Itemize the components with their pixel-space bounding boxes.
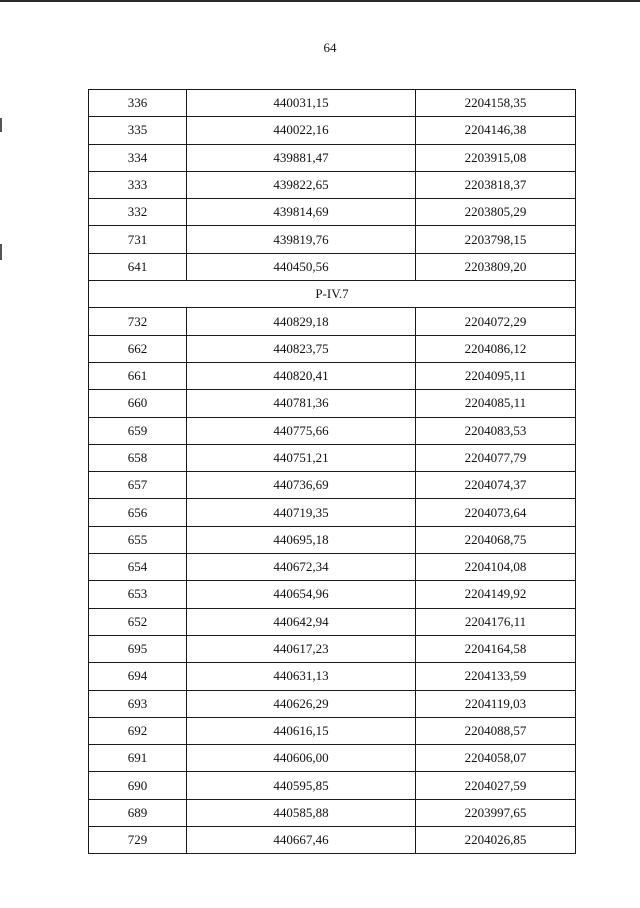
x-coordinate-cell: 440654,96 xyxy=(187,581,416,608)
x-coordinate-cell: 440820,41 xyxy=(187,362,416,389)
coordinates-table xyxy=(88,89,576,854)
y-coordinate-cell: 2204095,11 xyxy=(416,362,576,389)
x-coordinate-cell: 440781,36 xyxy=(187,390,416,417)
point-number-cell: 661 xyxy=(89,362,187,389)
point-number-cell: 333 xyxy=(89,171,187,198)
margin-mark xyxy=(0,244,2,260)
y-coordinate-cell: 2203809,20 xyxy=(416,253,576,280)
table-row xyxy=(89,663,576,690)
y-coordinate-cell: 2204164,58 xyxy=(416,635,576,662)
y-coordinate-cell: 2204085,11 xyxy=(416,390,576,417)
y-coordinate-cell: 2204027,59 xyxy=(416,772,576,799)
table-row xyxy=(89,472,576,499)
point-number-cell: 693 xyxy=(89,690,187,717)
point-number-cell: 691 xyxy=(89,745,187,772)
table-row xyxy=(89,253,576,280)
section-header-row xyxy=(89,281,576,308)
table-row xyxy=(89,690,576,717)
point-number-cell: 332 xyxy=(89,199,187,226)
x-coordinate-cell: 440775,66 xyxy=(187,417,416,444)
table-row xyxy=(89,362,576,389)
x-coordinate-cell: 440672,34 xyxy=(187,554,416,581)
table-row xyxy=(89,117,576,144)
table-row xyxy=(89,390,576,417)
y-coordinate-cell: 2204133,59 xyxy=(416,663,576,690)
x-coordinate-cell: 440031,15 xyxy=(187,90,416,117)
x-coordinate-cell: 440631,13 xyxy=(187,663,416,690)
table-row xyxy=(89,199,576,226)
y-coordinate-cell: 2204058,07 xyxy=(416,745,576,772)
x-coordinate-cell: 440823,75 xyxy=(187,335,416,362)
x-coordinate-cell: 440585,88 xyxy=(187,799,416,826)
point-number-cell: 658 xyxy=(89,444,187,471)
y-coordinate-cell: 2203818,37 xyxy=(416,171,576,198)
x-coordinate-cell: 440606,00 xyxy=(187,745,416,772)
table-row xyxy=(89,308,576,335)
table-row xyxy=(89,171,576,198)
x-coordinate-cell: 440667,46 xyxy=(187,827,416,854)
x-coordinate-cell: 439819,76 xyxy=(187,226,416,253)
point-number-cell: 654 xyxy=(89,554,187,581)
point-number-cell: 732 xyxy=(89,308,187,335)
table-row xyxy=(89,554,576,581)
y-coordinate-cell: 2204073,64 xyxy=(416,499,576,526)
table-row xyxy=(89,635,576,662)
table-row xyxy=(89,717,576,744)
point-number-cell: 692 xyxy=(89,717,187,744)
y-coordinate-cell: 2203997,65 xyxy=(416,799,576,826)
point-number-cell: 656 xyxy=(89,499,187,526)
y-coordinate-cell: 2204104,08 xyxy=(416,554,576,581)
table-row xyxy=(89,745,576,772)
y-coordinate-cell: 2204072,29 xyxy=(416,308,576,335)
top-border-line xyxy=(0,0,640,2)
y-coordinate-cell: 2204176,11 xyxy=(416,608,576,635)
table-row xyxy=(89,608,576,635)
x-coordinate-cell: 440642,94 xyxy=(187,608,416,635)
x-coordinate-cell: 440450,56 xyxy=(187,253,416,280)
y-coordinate-cell: 2204149,92 xyxy=(416,581,576,608)
table-row xyxy=(89,827,576,854)
x-coordinate-cell: 440617,23 xyxy=(187,635,416,662)
y-coordinate-cell: 2204146,38 xyxy=(416,117,576,144)
page-number: 64 xyxy=(323,40,337,55)
point-number-cell: 336 xyxy=(89,90,187,117)
table-row xyxy=(89,90,576,117)
point-number-cell: 695 xyxy=(89,635,187,662)
point-number-cell: 652 xyxy=(89,608,187,635)
table-row xyxy=(89,799,576,826)
y-coordinate-cell: 2203915,08 xyxy=(416,144,576,171)
point-number-cell: 641 xyxy=(89,253,187,280)
x-coordinate-cell: 440626,29 xyxy=(187,690,416,717)
y-coordinate-cell: 2204026,85 xyxy=(416,827,576,854)
point-number-cell: 694 xyxy=(89,663,187,690)
table-row xyxy=(89,581,576,608)
y-coordinate-cell: 2204158,35 xyxy=(416,90,576,117)
y-coordinate-cell: 2204086,12 xyxy=(416,335,576,362)
y-coordinate-cell: 2204088,57 xyxy=(416,717,576,744)
y-coordinate-cell: 2204119,03 xyxy=(416,690,576,717)
coordinates-table-body xyxy=(89,90,576,854)
table-row xyxy=(89,417,576,444)
y-coordinate-cell: 2204068,75 xyxy=(416,526,576,553)
table-row xyxy=(89,772,576,799)
point-number-cell: 334 xyxy=(89,144,187,171)
point-number-cell: 657 xyxy=(89,472,187,499)
x-coordinate-cell: 440695,18 xyxy=(187,526,416,553)
point-number-cell: 662 xyxy=(89,335,187,362)
table-row xyxy=(89,144,576,171)
x-coordinate-cell: 440022,16 xyxy=(187,117,416,144)
table-row xyxy=(89,499,576,526)
y-coordinate-cell: 2204083,53 xyxy=(416,417,576,444)
x-coordinate-cell: 440736,69 xyxy=(187,472,416,499)
x-coordinate-cell: 440829,18 xyxy=(187,308,416,335)
x-coordinate-cell: 440751,21 xyxy=(187,444,416,471)
x-coordinate-cell: 440616,15 xyxy=(187,717,416,744)
x-coordinate-cell: 439881,47 xyxy=(187,144,416,171)
table-row xyxy=(89,226,576,253)
section-label: P-IV.7 xyxy=(89,281,576,308)
y-coordinate-cell: 2204077,79 xyxy=(416,444,576,471)
point-number-cell: 729 xyxy=(89,827,187,854)
table-row xyxy=(89,335,576,362)
y-coordinate-cell: 2203805,29 xyxy=(416,199,576,226)
x-coordinate-cell: 440595,85 xyxy=(187,772,416,799)
point-number-cell: 659 xyxy=(89,417,187,444)
table-row xyxy=(89,526,576,553)
point-number-cell: 655 xyxy=(89,526,187,553)
point-number-cell: 653 xyxy=(89,581,187,608)
margin-mark xyxy=(0,118,2,132)
point-number-cell: 660 xyxy=(89,390,187,417)
point-number-cell: 689 xyxy=(89,799,187,826)
point-number-cell: 690 xyxy=(89,772,187,799)
point-number-cell: 731 xyxy=(89,226,187,253)
y-coordinate-cell: 2203798,15 xyxy=(416,226,576,253)
point-number-cell: 335 xyxy=(89,117,187,144)
x-coordinate-cell: 439814,69 xyxy=(187,199,416,226)
x-coordinate-cell: 440719,35 xyxy=(187,499,416,526)
x-coordinate-cell: 439822,65 xyxy=(187,171,416,198)
y-coordinate-cell: 2204074,37 xyxy=(416,472,576,499)
table-row xyxy=(89,444,576,471)
